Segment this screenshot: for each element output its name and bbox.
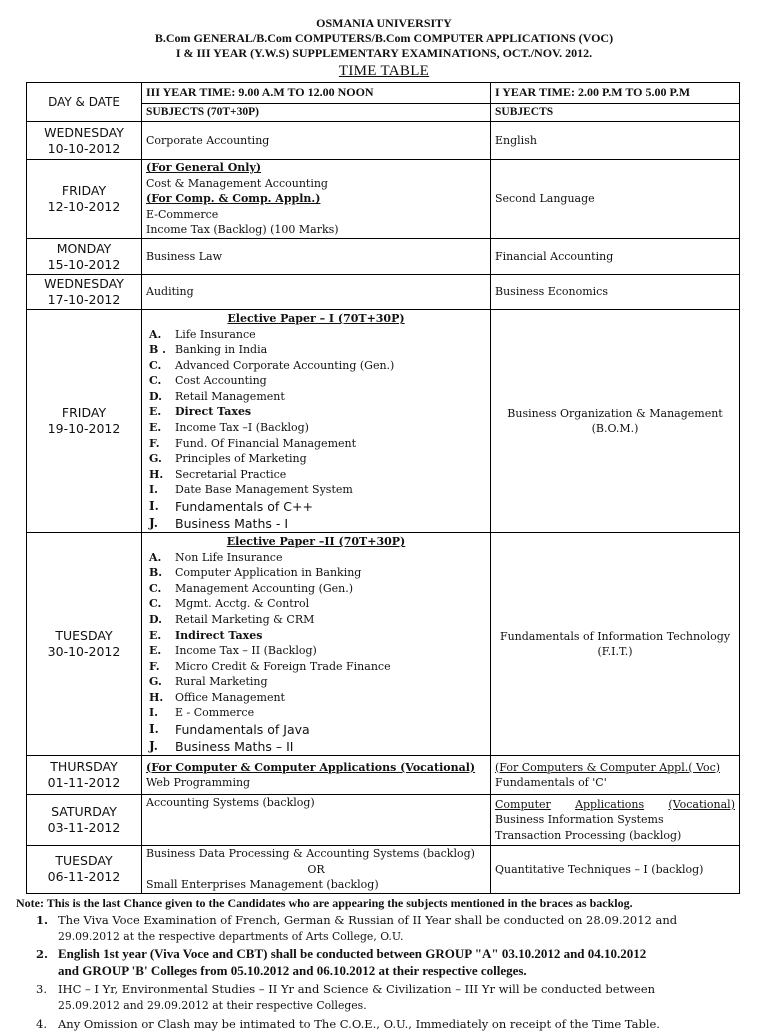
day-name: WEDNESDAY — [44, 276, 124, 291]
first-year-subject-cell — [491, 533, 740, 756]
list-item: F. Fund. Of Financial Management — [149, 436, 357, 450]
list-item: H. Office Management — [149, 690, 285, 704]
table-row — [27, 533, 740, 756]
list-item: I. Fundamentals of Java — [149, 722, 310, 738]
elective-title: Elective Paper – I (70T+30P) — [227, 312, 405, 325]
list-item: G. Principles of Marketing — [149, 452, 307, 466]
computer-label: (For Computer & Computer Applications (Vocational) — [146, 760, 476, 774]
list-item: C. Advanced Corporate Accounting (Gen.) — [149, 358, 395, 372]
day-name: FRIDAY — [61, 405, 107, 421]
column-header-first-year: I YEAR TIME: 2.00 P.M TO 5.00 P.M — [491, 83, 740, 104]
list-item: A. Non Life Insurance — [149, 550, 283, 564]
elective-title: Elective Paper –II (70T+30P) — [226, 535, 406, 549]
first-year-subject: Second Language — [491, 160, 740, 239]
university-name: OSMANIA UNIVERSITY — [316, 16, 452, 30]
list-item: D. Retail Management — [149, 389, 285, 403]
list-item: D. Retail Marketing & CRM — [149, 612, 315, 626]
list-item: G. Rural Marketing — [149, 675, 268, 689]
first-year-subject-cell — [491, 310, 740, 533]
elective-list — [146, 327, 486, 533]
table-row — [27, 239, 740, 275]
subject-line: Small Enterprises Management (backlog) — [146, 878, 379, 892]
note: Note: This is the last Chance given to the Candidates who are appearing the subjects mentioned in the braces as backlog. — [16, 896, 633, 910]
subject-line: Web Programming — [146, 776, 251, 790]
date: 17-10-2012 — [47, 292, 121, 307]
day-cell — [27, 756, 142, 795]
subject-line: Income Tax (Backlog) (100 Marks) — [146, 223, 339, 237]
date: 30-10-2012 — [47, 644, 121, 660]
day-cell — [27, 122, 142, 160]
day-name: TUESDAY — [55, 628, 113, 644]
day-cell — [27, 795, 142, 846]
list-item: E. Income Tax –I (Backlog) — [149, 421, 309, 435]
day-cell — [27, 275, 142, 310]
day-name: FRIDAY — [61, 183, 107, 198]
list-item: J. Business Maths - I — [149, 516, 289, 532]
table-row — [27, 275, 740, 310]
list-item: I. Date Base Management System — [149, 483, 353, 497]
page-title: TIME TABLE — [338, 63, 430, 79]
first-year-subject-cell — [491, 756, 740, 795]
day-name: MONDAY — [56, 240, 112, 256]
table-row — [27, 160, 740, 239]
day-cell — [27, 533, 142, 756]
or-separator: OR — [307, 862, 325, 876]
subject-line: Business Data Processing & Accounting Systems (backlog) — [146, 847, 475, 861]
course-line: B.Com GENERAL/B.Com COMPUTERS/B.Com COMPUTER APPLICATIONS (VOC) — [154, 31, 614, 45]
third-year-subject: Accounting Systems (backlog) — [142, 795, 491, 846]
list-item: E. Direct Taxes — [149, 405, 252, 419]
list-item: C. Cost Accounting — [149, 374, 267, 388]
list-item: E. Indirect Taxes — [149, 628, 263, 642]
day-cell — [27, 160, 142, 239]
day-name: WEDNESDAY — [44, 124, 124, 140]
list-item: B. Computer Application in Banking — [149, 566, 362, 580]
date: 12-10-2012 — [47, 199, 121, 214]
first-year-subject-cell — [491, 795, 740, 846]
date: 15-10-2012 — [47, 256, 121, 272]
elective-list — [146, 550, 486, 756]
list-item: C. Mgmt. Acctg. & Control — [149, 597, 310, 611]
list-item: B . Banking in India — [149, 343, 268, 357]
table-row — [27, 846, 740, 894]
day-cell — [27, 846, 142, 894]
list-item: I. Fundamentals of C++ — [149, 499, 313, 515]
table-row — [27, 122, 740, 160]
day-name: THURSDAY — [50, 759, 118, 775]
column-header-third-year: III YEAR TIME: 9.00 A.M TO 12.00 NOON — [142, 83, 491, 104]
subject-line: Business Organization & Management — [507, 406, 723, 420]
date: 19-10-2012 — [47, 421, 121, 437]
first-year-subject: Financial Accounting — [491, 239, 740, 275]
elective-cell — [142, 310, 491, 533]
date: 10-10-2012 — [47, 140, 121, 156]
list-item: H. Secretarial Practice — [149, 467, 287, 481]
day-name: SATURDAY — [51, 804, 117, 820]
date: 01-11-2012 — [47, 775, 121, 791]
table-row — [27, 310, 740, 533]
subject-line: E-Commerce — [146, 207, 219, 221]
list-item: I. E - Commerce — [149, 706, 255, 720]
list-item: A. Life Insurance — [149, 327, 256, 341]
date: 03-11-2012 — [47, 820, 121, 836]
table-header-row — [27, 83, 740, 104]
first-year-subject: Business Economics — [491, 275, 740, 310]
third-year-subject-cell — [142, 160, 491, 239]
timetable — [26, 82, 740, 894]
third-year-subject-cell — [142, 756, 491, 795]
subject-line: Cost & Management Accounting — [146, 176, 328, 190]
date: 06-11-2012 — [47, 869, 121, 885]
subject-line: Fundamentals of 'C' — [495, 776, 607, 790]
day-name: TUESDAY — [55, 853, 113, 869]
day-cell — [27, 239, 142, 275]
computer-label: (For Computers & Computer Appl.( Voc) — [495, 760, 721, 774]
list-item: C. Management Accounting (Gen.) — [149, 581, 354, 595]
third-year-subject: Corporate Accounting — [142, 122, 491, 160]
subject-line: (B.O.M.) — [591, 422, 639, 436]
third-year-subject-cell — [142, 846, 491, 894]
exam-line: I & III YEAR (Y.W.S) SUPPLEMENTARY EXAMINATIONS, OCT./NOV. 2012. — [175, 46, 593, 60]
list-item: F. Micro Credit & Foreign Trade Finance — [149, 659, 391, 673]
elective-cell — [142, 533, 491, 756]
table-row — [27, 795, 740, 846]
comp-label: (For Comp. & Comp. Appln.) — [146, 192, 321, 206]
column-header-day: DAY & DATE — [27, 83, 142, 122]
first-year-subject: Quantitative Techniques – I (backlog) — [491, 846, 740, 894]
subheader-third-subjects: SUBJECTS (70T+30P) — [142, 104, 491, 122]
general-only-label: (For General Only) — [146, 161, 262, 175]
third-year-subject: Business Law — [142, 239, 491, 275]
subheader-first-subjects: SUBJECTS — [491, 104, 740, 122]
subject-line: Business Information Systems — [495, 813, 664, 827]
third-year-subject: Auditing — [142, 275, 491, 310]
table-row — [27, 756, 740, 795]
computer-applications-label: Computer Applications (Vocational) — [495, 797, 735, 811]
day-cell — [27, 310, 142, 533]
subject-line: (F.I.T.) — [597, 645, 633, 659]
first-year-subject: English — [491, 122, 740, 160]
subject-line: Fundamentals of Information Technology — [499, 629, 731, 643]
list-item: E. Income Tax – II (Backlog) — [149, 644, 317, 658]
list-item: J. Business Maths – II — [149, 739, 294, 755]
subject-line: Transaction Processing (backlog) — [495, 828, 682, 842]
